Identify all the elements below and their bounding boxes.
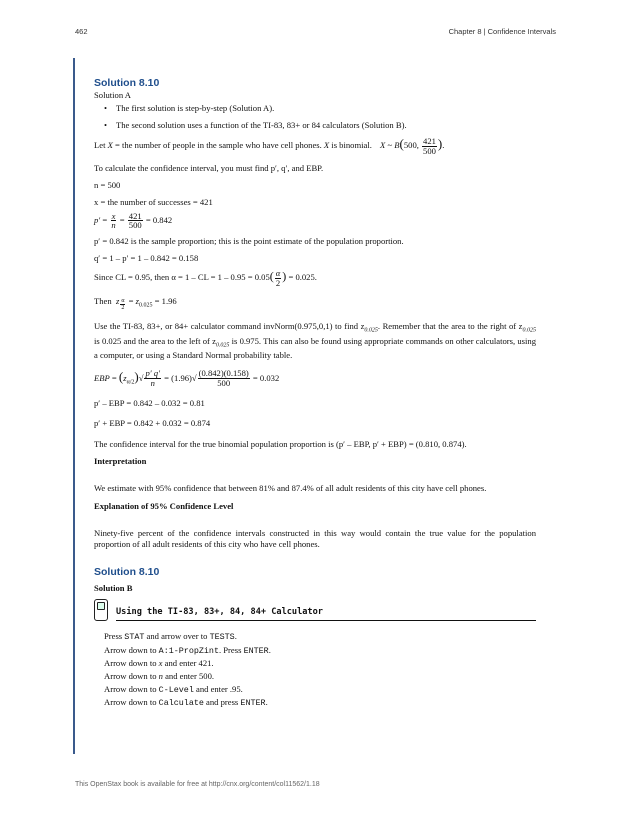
q-prime-line: q′ = 1 – p′ = 1 – 0.842 = 0.158 bbox=[94, 252, 199, 263]
p-minus-ebp: p′ – EBP = 0.842 – 0.032 = 0.81 bbox=[94, 397, 205, 408]
then-z-line: Then z $_{\frac{\alpha}{2}}$ = $z_{0.025} = 1.96$ bbox=[94, 295, 177, 312]
step-6: Arrow down to Calculate and press ENTER. bbox=[104, 697, 268, 709]
calculator-icon bbox=[94, 599, 108, 621]
x-line: x = the number of successes = 421 bbox=[94, 196, 213, 207]
step-1: Press STAT and arrow over to TESTS. bbox=[104, 631, 237, 643]
solution-a-title: Solution 8.10 bbox=[94, 77, 160, 89]
chapter-header: Chapter 8 | Confidence Intervals bbox=[448, 27, 556, 36]
solution-content bbox=[94, 77, 536, 711]
step-3: Arrow down to x and enter 421. bbox=[104, 658, 214, 669]
p-prime-desc: p′ = 0.842 is the sample proportion; this is the point estimate of the population proportion. bbox=[94, 235, 404, 246]
p-prime-equation: p′ = $\frac{x}{n}$ = $\frac{421}{500}$ = 0.842 bbox=[94, 210, 173, 231]
bullet-item: • The first solution is step-by-step (Solution A). bbox=[116, 103, 536, 114]
solution-bullets bbox=[94, 103, 536, 130]
n-line: n = 500 bbox=[94, 180, 121, 191]
solution-b-title: Solution 8.10 bbox=[94, 565, 160, 578]
step-5: Arrow down to C-Level and enter .95. bbox=[104, 683, 243, 695]
ci-line: The confidence interval for the true binomial population proportion is (p′ – EBP, p′ + EBP) = (0.810, 0.874). bbox=[94, 439, 467, 450]
explanation-heading: Explanation of 95% Confidence Level bbox=[94, 501, 234, 512]
explanation-text: Ninety-five percent of the confidence intervals constructed in this way would contain the true value for the population proportion of all adult residents of this city who have cell phones. bbox=[94, 528, 536, 549]
solution-a-subtitle: Solution A bbox=[94, 90, 132, 101]
since-cl-line: Since CL = 0.95, then α = 1 – CL = 1 – 0.95 = 0.05( $\frac{\alpha}{2}$ ) = 0.025. bbox=[94, 268, 317, 288]
interpretation-heading: Interpretation bbox=[94, 455, 147, 466]
page-number: 462 bbox=[75, 27, 88, 36]
calculator-section-header bbox=[94, 599, 536, 621]
ti-paragraph: Use the TI-83, 83+, or 84+ calculator command invNorm(0.975,0,1) to find $z_{0.025}$. Remember that the area to the right of $z_{0.025}$ is 0.025 and the area to the left of $z_{0.025}$ is 0.975. This can also be found using appropriate commands on other calculators, using a computer, or using a Standard Normal probability table. bbox=[94, 321, 536, 360]
to-calc-line: To calculate the confidence interval, you must find p′, q′, and EBP. bbox=[94, 163, 324, 174]
calculator-steps bbox=[104, 631, 536, 708]
p-plus-ebp: p′ + EBP = 0.842 + 0.032 = 0.874 bbox=[94, 418, 211, 429]
solution-sidebar-bar bbox=[73, 58, 75, 754]
step-2: Arrow down to A:1-PropZint. Press ENTER. bbox=[104, 644, 271, 656]
bullet-item: • The second solution uses a function of the TI-83, 83+ or 84 calculators (Solution B). bbox=[116, 120, 536, 131]
step-4: Arrow down to n and enter 500. bbox=[104, 671, 215, 682]
let-x-line: Let X = the number of people in the sample who have cell phones. X is binomial. X ~ B(500, $\frac{421}{500}$ ). bbox=[94, 136, 445, 156]
ebp-equation: EBP = $(z_{\alpha/2})√$ $\frac{p' q'}{n}$ = (1.96)√ $\frac{(0.842)(0.158)}{500}$ = 0.032 bbox=[94, 368, 280, 389]
calculator-title: Using the TI-83, 83+, 84, 84+ Calculator bbox=[116, 607, 536, 622]
interpretation-text: We estimate with 95% confidence that between 81% and 87.4% of all adult residents of this city have cell phones. bbox=[94, 482, 487, 493]
page-footer: This OpenStax book is available for free at http://cnx.org/content/col11562/1.18 bbox=[75, 781, 320, 788]
solution-b-subtitle: Solution B bbox=[94, 582, 133, 593]
